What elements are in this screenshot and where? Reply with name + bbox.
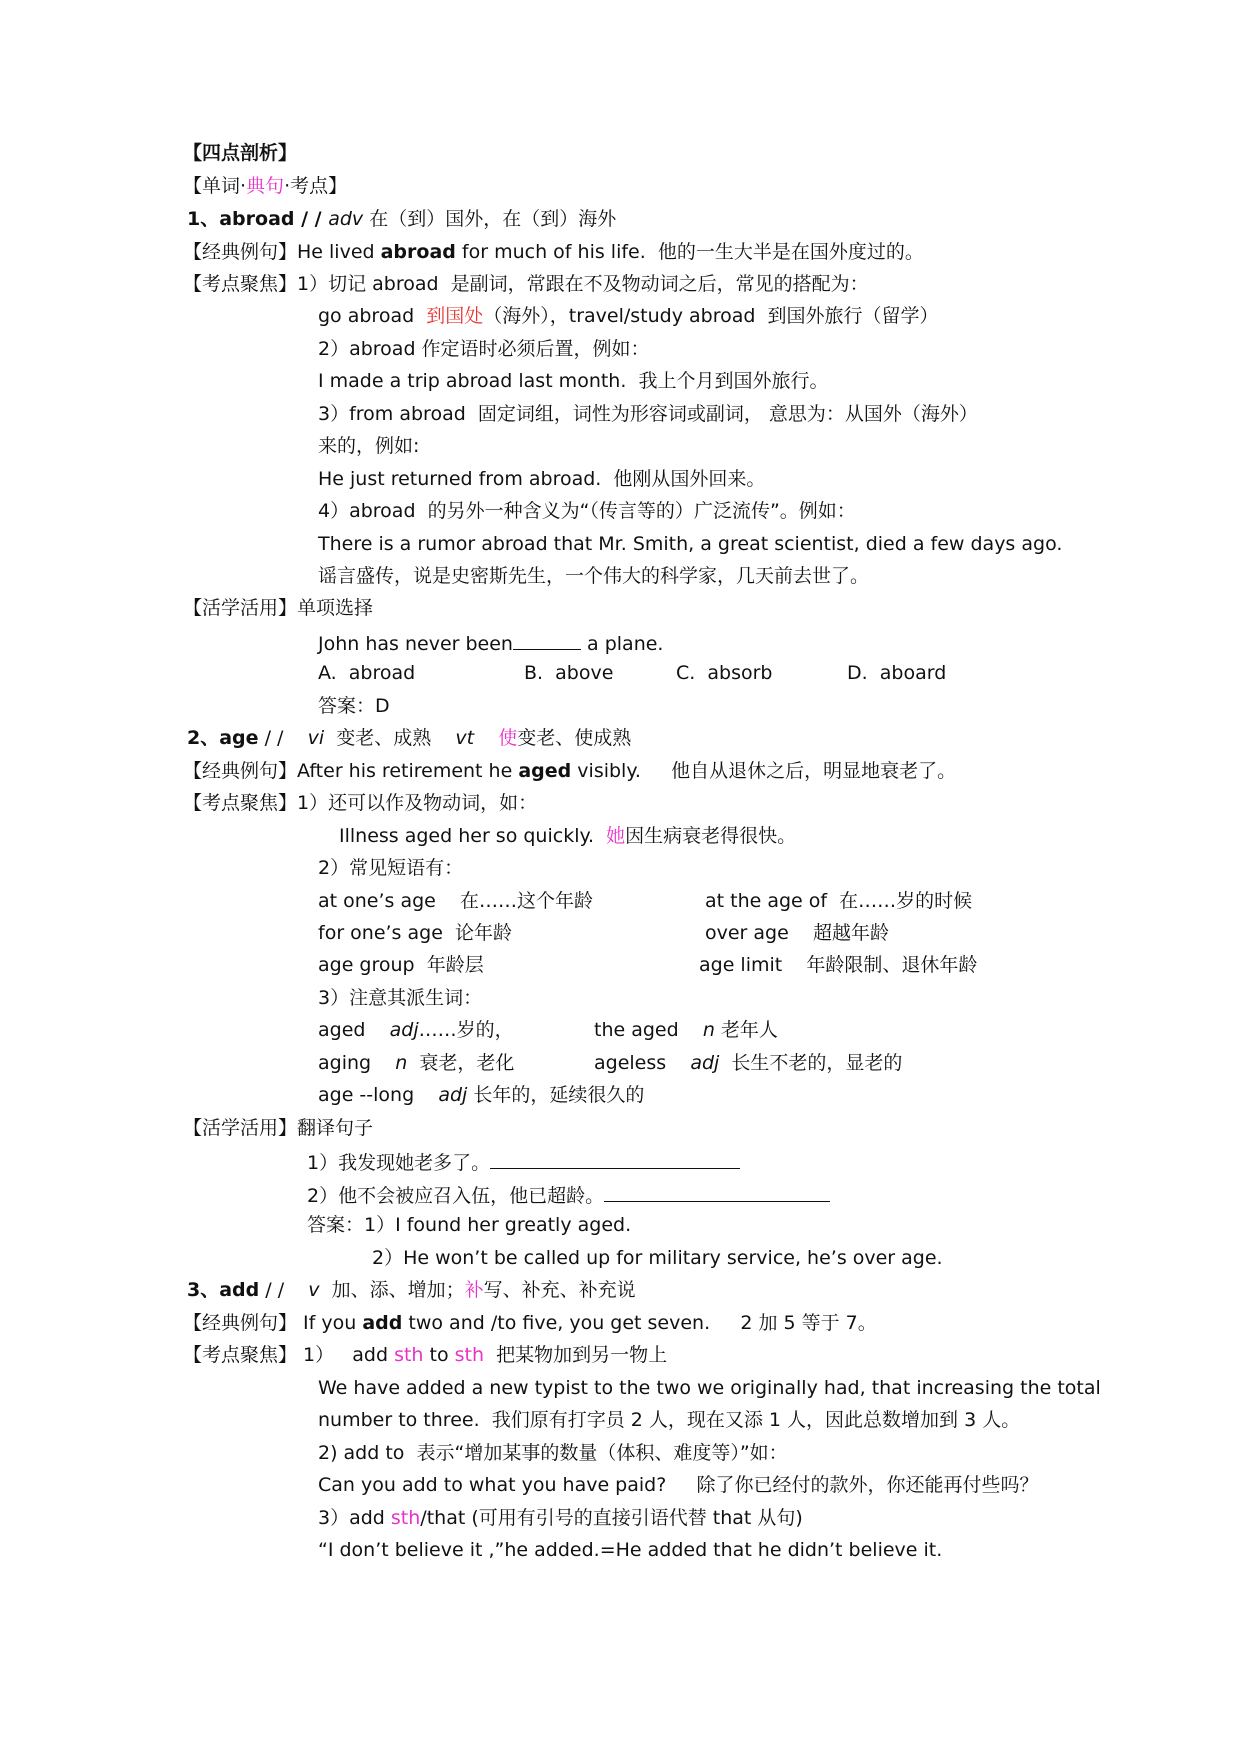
text-line [676, 661, 772, 685]
text-run: 【活学活用】翻译句子 [183, 1117, 374, 1139]
text-line [318, 1408, 1020, 1432]
text-line [318, 337, 650, 361]
text-line [847, 661, 946, 685]
text-run: abroad [380, 241, 456, 263]
text-line [183, 596, 373, 620]
text-line [318, 953, 484, 977]
text-run: v [308, 1279, 320, 1301]
text-run: 【经典例句】After his retirement he [183, 760, 519, 782]
text-run: 3）from abroad 固定词组，词性为形容词或副词， 意思为：从国外（海外） [318, 403, 978, 425]
text-run: 加、添、增加； [319, 1279, 465, 1301]
text-run: 3）注意其派生词： [318, 987, 483, 1009]
text-line [183, 791, 537, 815]
text-run: at the age of 在……岁的时候 [705, 890, 973, 912]
text-run: He just returned from abroad. 他刚从国外回来。 [318, 468, 766, 490]
text-run [474, 727, 498, 749]
text-run: 2）他不会被应召入伍，他已超龄。 [307, 1185, 605, 1207]
text-run: 3、add [187, 1279, 260, 1301]
text-run: 3）add [318, 1507, 391, 1529]
text-line [318, 1538, 942, 1562]
text-run: /that (可用有引号的直接引语代替 that 从句) [420, 1507, 803, 1529]
text-run: 2、age [187, 727, 259, 749]
text-run: for one’s age 论年龄 [318, 922, 512, 944]
text-run: We have added a new typist to the two we originally had, that increasing the total [318, 1377, 1101, 1399]
text-run: 4）abroad 的另外一种含义为“（传言等的）广泛流传”。例如： [318, 500, 856, 522]
text-run: 她 [606, 825, 626, 847]
text-run: 2）He won’t be called up for military service, he’s over age. [372, 1247, 943, 1269]
text-run: number to three. 我们原有打字员 2 人，现在又添 1 人，因此总数增加到 3 人。 [318, 1409, 1021, 1431]
text-run: vt [455, 727, 475, 749]
text-line [372, 1246, 943, 1270]
text-line [318, 402, 978, 426]
text-run: n [702, 1019, 715, 1041]
text-line [318, 1051, 514, 1075]
text-run: adj [690, 1052, 720, 1074]
text-line [318, 499, 856, 523]
text-run: 2）abroad 作定语时必须后置，例如： [318, 338, 650, 360]
text-run: to [423, 1344, 455, 1366]
answer-blank [604, 1181, 830, 1202]
text-run: D. aboard [847, 662, 947, 684]
text-run: sth [454, 1344, 484, 1366]
text-run: age group 年龄层 [318, 954, 484, 976]
text-run: over age 超越年龄 [705, 922, 889, 944]
text-run: 因生病衰老得很快。 [625, 825, 797, 847]
text-run: “I don’t believe it ,”he added.=He added that he didn’t believe it. [318, 1539, 943, 1561]
text-line [318, 467, 765, 491]
text-run: at one’s age 在……这个年龄 [318, 890, 594, 912]
text-run: 补 [464, 1279, 484, 1301]
text-line [318, 369, 828, 393]
text-line [183, 272, 869, 296]
text-run: adj [438, 1084, 468, 1106]
text-run: the aged [594, 1019, 703, 1041]
text-run: 【四点剖析】 [183, 142, 298, 164]
text-run: n [395, 1052, 408, 1074]
answer-blank [490, 1148, 740, 1169]
text-line [705, 921, 889, 945]
text-run: age --long [318, 1084, 439, 1106]
text-run: adv [328, 208, 364, 230]
text-line [187, 207, 616, 231]
text-run: 长生不老的，显老的 [719, 1052, 903, 1074]
text-line [318, 304, 939, 328]
text-run: / / [259, 1279, 309, 1301]
text-run: go abroad [318, 305, 427, 327]
text-run: adj [389, 1019, 419, 1041]
text-run: John has never been [318, 633, 513, 655]
text-line [307, 1181, 830, 1208]
text-line [318, 986, 482, 1010]
text-run: aging [318, 1052, 396, 1074]
text-run: vi [307, 727, 325, 749]
text-run: （海外），travel/study abroad 到国外旅行（留学） [483, 305, 939, 327]
text-run: Can you add to what you have paid? 除了你已经付的款外，你还能再付些吗？ [318, 1474, 1039, 1496]
text-line [183, 759, 956, 783]
text-run: 【考点聚焦】1）还可以作及物动词，如： [183, 792, 538, 814]
text-run: sth [390, 1507, 421, 1529]
text-line [339, 824, 796, 848]
text-run: 答案：D [318, 695, 390, 717]
text-run: 【活学活用】单项选择 [183, 597, 374, 619]
text-line [183, 141, 297, 165]
text-run: 【单词· [183, 175, 247, 197]
text-run: 来的，例如: [318, 435, 420, 457]
text-run: 把某物加到另一物上 [484, 1344, 668, 1366]
text-run: 【考点聚焦】1）切记 abroad 是副词，常跟在不及物动词之后，常见的搭配为： [183, 273, 869, 295]
text-line [318, 434, 419, 458]
text-run: / / [258, 727, 308, 749]
text-run: 2）常见短语有： [318, 857, 464, 879]
text-line [187, 1278, 636, 1302]
text-line [307, 1213, 631, 1237]
text-run: add [362, 1312, 403, 1334]
text-line [318, 661, 415, 685]
text-line [318, 1083, 644, 1107]
text-run: C. absorb [676, 662, 773, 684]
text-run: 1、abroad / / [187, 208, 329, 230]
text-run: 衰老，老化 [407, 1052, 515, 1074]
text-run: 长年的，延续很久的 [467, 1084, 645, 1106]
text-run: 变老、成熟 [324, 727, 456, 749]
text-line [594, 1051, 902, 1075]
text-run: aged [518, 760, 572, 782]
text-line [187, 726, 631, 750]
text-run: 写、补充、补充说 [483, 1279, 636, 1301]
text-line [594, 1018, 778, 1042]
text-line [183, 1311, 877, 1335]
text-line [183, 1343, 667, 1367]
text-line [318, 564, 869, 588]
text-line [318, 532, 1062, 556]
text-run: age limit 年龄限制、退休年龄 [699, 954, 978, 976]
text-run: 老年人 [714, 1019, 778, 1041]
text-line [183, 174, 347, 198]
text-run: 变老、使成熟 [517, 727, 632, 749]
text-run: aged [318, 1019, 390, 1041]
text-line [318, 694, 390, 718]
text-run: 【经典例句】 If you [183, 1312, 363, 1334]
text-line [183, 240, 924, 264]
text-run: A. abroad [318, 662, 416, 684]
text-run: a plane. [580, 633, 664, 655]
text-line [318, 1376, 1101, 1400]
text-run: Illness aged her so quickly. [339, 825, 607, 847]
text-run: 【经典例句】He lived [183, 241, 381, 263]
text-run: B. above [524, 662, 614, 684]
text-run: ·考点】 [284, 175, 348, 197]
text-line [318, 1506, 803, 1530]
text-run: I made a trip abroad last month. 我上个月到国外旅行。 [318, 370, 829, 392]
text-line [183, 1116, 373, 1140]
text-line [318, 1441, 788, 1465]
text-run: 2) add to 表示“增加某事的数量（体积、难度等）”如： [318, 1442, 788, 1464]
text-line [318, 921, 512, 945]
text-run: 答案：1）I found her greatly aged. [307, 1214, 632, 1236]
text-line [318, 1018, 514, 1042]
text-run: 在（到）国外，在（到）海外 [363, 208, 617, 230]
text-run: sth [394, 1344, 424, 1366]
text-line [705, 889, 972, 913]
text-run: ……岁的， [418, 1019, 514, 1041]
text-run: 【考点聚焦】 1） add [183, 1344, 395, 1366]
text-run: 典句 [246, 175, 285, 197]
text-run: There is a rumor abroad that Mr. Smith, a great scientist, died a few days ago. [318, 533, 1063, 555]
text-run: ageless [594, 1052, 691, 1074]
answer-blank [513, 629, 581, 650]
text-line [318, 1473, 1039, 1497]
text-run: 使 [498, 727, 518, 749]
text-run: 谣言盛传，说是史密斯先生，一个伟大的科学家，几天前去世了。 [318, 565, 870, 587]
text-line [318, 629, 663, 656]
text-line [318, 889, 593, 913]
text-run: two and /to five, you get seven. 2 加 5 等于 7。 [402, 1312, 877, 1334]
text-run: 1）我发现她老多了。 [307, 1152, 491, 1174]
text-line [318, 856, 463, 880]
text-run: 到国处 [426, 305, 484, 327]
text-line [524, 661, 613, 685]
text-run: visibly. 他自从退休之后，明显地衰老了。 [571, 760, 957, 782]
text-run: for much of his life. 他的一生大半是在国外度过的。 [455, 241, 924, 263]
text-line [307, 1148, 740, 1175]
text-line [699, 953, 977, 977]
